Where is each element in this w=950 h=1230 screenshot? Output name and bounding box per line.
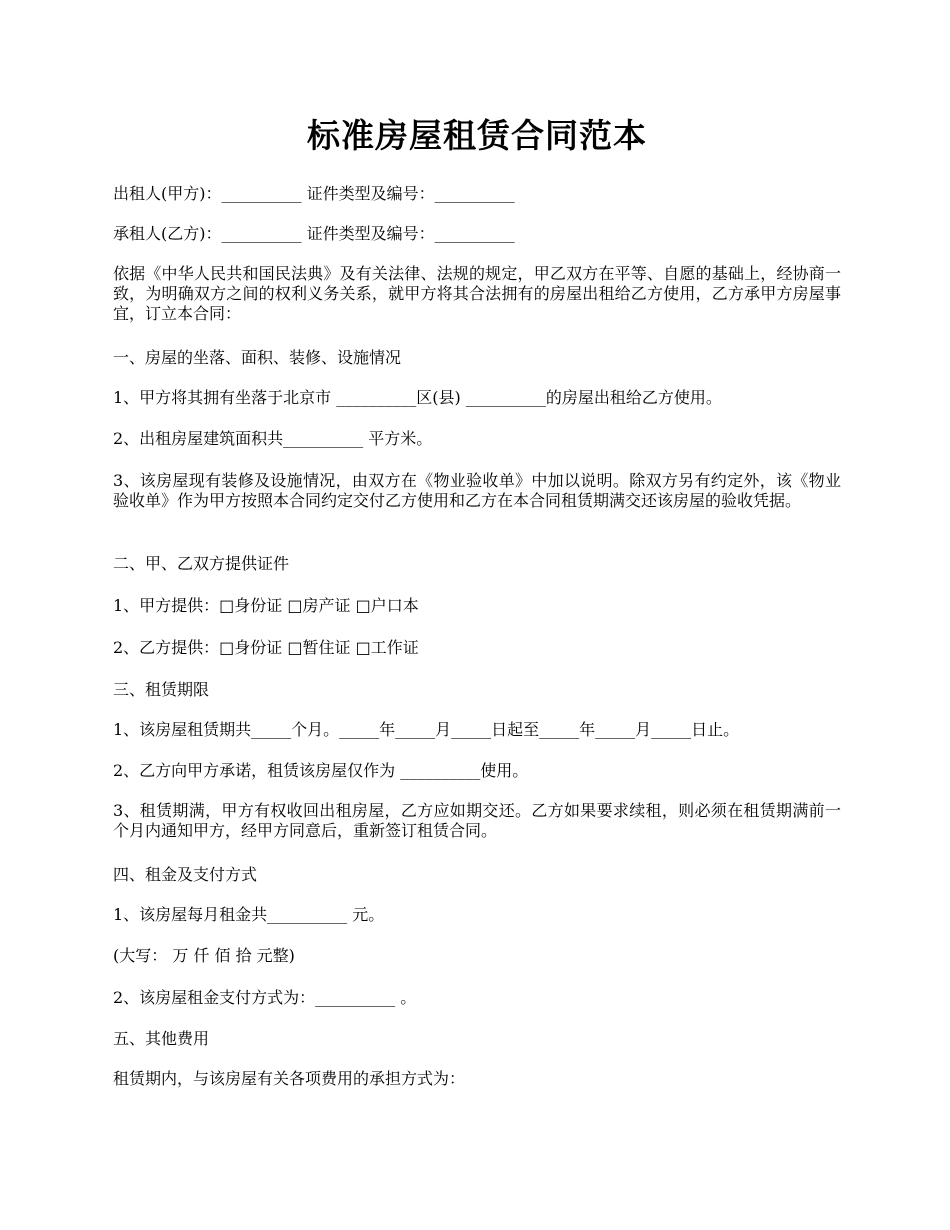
clause-1-2: 2、出租房屋建筑面积共__________ 平方米。 bbox=[113, 429, 433, 448]
section-heading-1: 一、房屋的坐落、面积、装修、设施情况 bbox=[113, 348, 402, 367]
document-title: 标准房屋租赁合同范本 bbox=[307, 116, 647, 155]
clause-4-1: 1、该房屋每月租金共__________ 元。 bbox=[113, 905, 385, 924]
clause-3-3: 3、租赁期满，甲方有权收回出租房屋，乙方应如期交还。乙方如果要求续租，则必须在租赁期满前一个月内通知甲方，经甲方同意后，重新签订租赁合同。 bbox=[113, 801, 841, 840]
clause-4-2: 2、该房屋租金支付方式为：__________ 。 bbox=[113, 988, 417, 1007]
section-heading-2: 二、甲、乙双方提供证件 bbox=[113, 554, 290, 573]
lessor-line: 出租人(甲方)：__________ 证件类型及编号：__________ bbox=[113, 184, 515, 203]
clause-3-2: 2、乙方向甲方承诺，租赁该房屋仅作为 __________使用。 bbox=[113, 761, 529, 780]
clause-3-1: 1、该房屋租赁期共_____个月。_____年_____月_____日起至_____年_____月_____日止。 bbox=[113, 720, 740, 739]
clause-5-intro: 租赁期内，与该房屋有关各项费用的承担方式为： bbox=[113, 1069, 466, 1088]
clause-2-2: 2、乙方提供：□身份证 □暂住证 □工作证 bbox=[113, 638, 419, 657]
section-heading-5: 五、其他费用 bbox=[113, 1029, 210, 1048]
preamble-paragraph: 依据《中华人民共和国民法典》及有关法律、法规的规定，甲乙双方在平等、自愿的基础上，经协商一致，为明确双方之间的权利义务关系，就甲方将其合法拥有的房屋出租给乙方使用，乙方承甲方房屋事宜，订立本合同： bbox=[113, 264, 841, 323]
section-heading-4: 四、租金及支付方式 bbox=[113, 865, 258, 884]
clause-1-1: 1、甲方将其拥有坐落于北京市 __________区(县) __________的房屋出租给乙方使用。 bbox=[113, 388, 722, 407]
clause-1-3: 3、该房屋现有装修及设施情况，由双方在《物业验收单》中加以说明。除双方另有约定外，该《物业验收单》作为甲方按照本合同约定交付乙方使用和乙方在本合同租赁期满交还该房屋的验收凭据。 bbox=[113, 471, 841, 510]
lessee-line: 承租人(乙方)：__________ 证件类型及编号：__________ bbox=[113, 224, 515, 243]
section-heading-3: 三、租赁期限 bbox=[113, 680, 210, 699]
clause-4-1-capital: (大写： 万 仟 佰 拾 元整) bbox=[113, 946, 295, 965]
clause-2-1: 1、甲方提供：□身份证 □房产证 □户口本 bbox=[113, 596, 419, 615]
